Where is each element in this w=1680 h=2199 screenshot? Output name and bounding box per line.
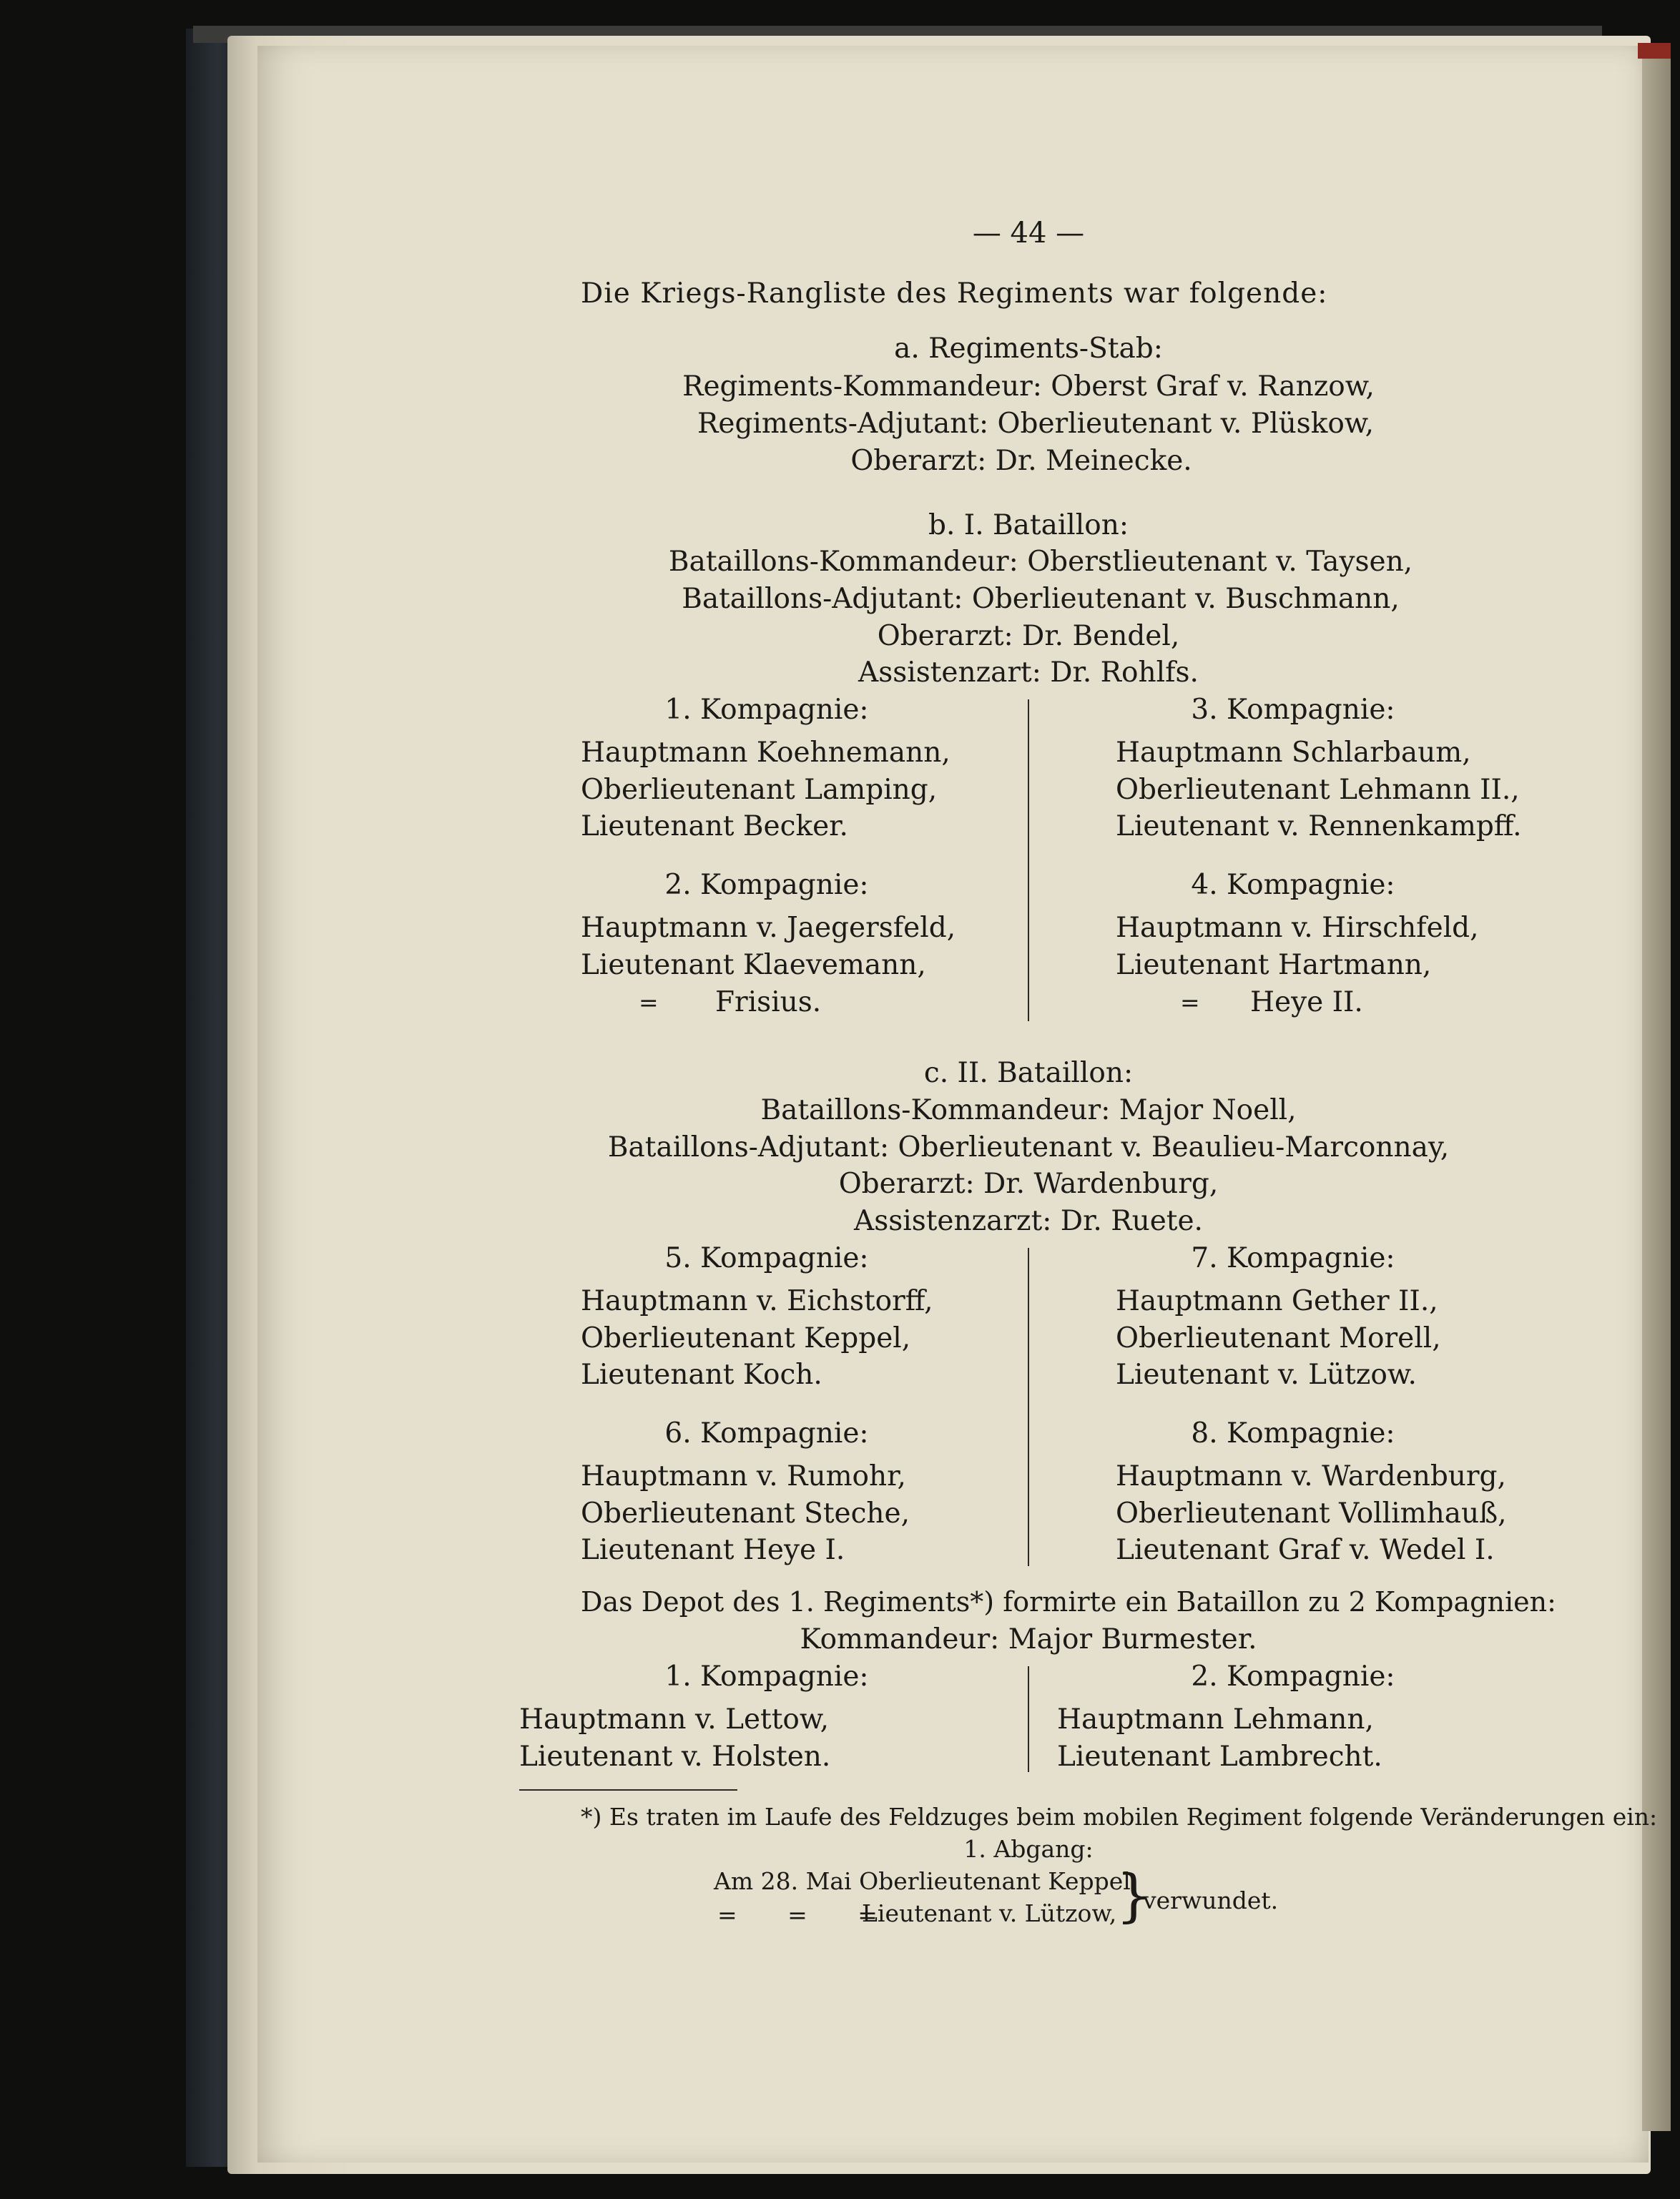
k2-line-1: Hauptmann v. Jaegersfeld, [581, 912, 956, 944]
page-number: — 44 — [972, 217, 1085, 250]
footnote-brace: } [1116, 1862, 1152, 1929]
depot-k2-title: 2. Kompagnie: [1191, 1661, 1395, 1693]
bat2-line-4: Assistenzarzt: Dr. Ruete. [854, 1205, 1203, 1237]
k1-title: 1. Kompagnie: [664, 694, 869, 726]
depot-kommandeur: Kommandeur: Major Burmester. [800, 1623, 1257, 1656]
bat2-title: c. II. Bataillon: [923, 1057, 1134, 1089]
footnote-ditto: = = = [717, 1901, 899, 1929]
k7-line-3: Lieutenant v. Lützow. [1116, 1359, 1417, 1391]
column-divider [1028, 1666, 1029, 1772]
footnote-text: *) Es traten im Laufe des Feldzuges beim mobilen Regiment folgende Veränderungen ein: [581, 1803, 1658, 1831]
k2-line-3: Frisius. [715, 986, 822, 1018]
k6-line-1: Hauptmann v. Rumohr, [581, 1460, 906, 1492]
bat1-line-1: Bataillons-Kommandeur: Oberstlieutenant v. Taysen, [668, 546, 1413, 578]
depot-k1-line-2: Lieutenant v. Holsten. [519, 1741, 831, 1773]
stab-line-2: Regiments-Adjutant: Oberlieutenant v. Plüskow, [697, 408, 1374, 440]
k8-line-1: Hauptmann v. Wardenburg, [1116, 1460, 1506, 1492]
k3-title: 3. Kompagnie: [1191, 694, 1395, 726]
k8-line-3: Lieutenant Graf v. Wedel I. [1116, 1534, 1495, 1566]
k4-line-3: Heye II. [1250, 986, 1363, 1018]
k1-line-3: Lieutenant Becker. [581, 810, 848, 842]
stab-line-1: Regiments-Kommandeur: Oberst Graf v. Ranzow, [682, 370, 1375, 403]
bat1-line-2: Bataillons-Adjutant: Oberlieutenant v. Buschmann, [682, 583, 1400, 615]
depot-intro: Das Depot des 1. Regiments*) formirte ein Bataillon zu 2 Kompagnien: [581, 1586, 1556, 1618]
k7-line-2: Oberlieutenant Morell, [1116, 1322, 1441, 1354]
k2-line-2: Lieutenant Klaevemann, [581, 949, 926, 981]
bat2-line-3: Oberarzt: Dr. Wardenburg, [838, 1168, 1219, 1200]
bat2-line-2: Bataillons-Adjutant: Oberlieutenant v. Beaulieu-Marconnay, [607, 1131, 1450, 1164]
footnote-line-1: Am 28. Mai Oberlieutenant Keppel, [714, 1867, 1139, 1895]
k5-line-3: Lieutenant Koch. [581, 1359, 822, 1391]
depot-k2-line-2: Lieutenant Lambrecht. [1057, 1741, 1382, 1773]
depot-k1-title: 1. Kompagnie: [664, 1661, 869, 1693]
stab-line-3: Oberarzt: Dr. Meinecke. [850, 445, 1192, 477]
depot-k1-line-1: Hauptmann v. Lettow, [519, 1703, 830, 1736]
footnote-line-2: Lieutenant v. Lützow, [862, 1899, 1117, 1927]
k4-title: 4. Kompagnie: [1191, 869, 1395, 901]
footnote-abgang: 1. Abgang: [963, 1835, 1094, 1863]
k6-title: 6. Kompagnie: [664, 1417, 869, 1450]
k3-line-3: Lieutenant v. Rennenkampff. [1116, 810, 1522, 842]
k5-line-1: Hauptmann v. Eichstorff, [581, 1285, 933, 1317]
column-divider [1028, 1248, 1029, 1566]
k4-ditto-mark: = [1180, 988, 1200, 1016]
k2-title: 2. Kompagnie: [664, 869, 869, 901]
column-divider [1028, 699, 1029, 1021]
k7-line-1: Hauptmann Gether II., [1116, 1285, 1438, 1317]
k6-line-3: Lieutenant Heye I. [581, 1534, 845, 1566]
k6-line-2: Oberlieutenant Steche, [581, 1497, 910, 1530]
bat1-line-4: Assistenzart: Dr. Rohlfs. [858, 656, 1199, 689]
k5-title: 5. Kompagnie: [664, 1242, 869, 1274]
k1-line-2: Oberlieutenant Lamping, [581, 774, 938, 806]
k8-title: 8. Kompagnie: [1191, 1417, 1395, 1450]
k1-line-1: Hauptmann Koehnemann, [581, 737, 950, 769]
k5-line-2: Oberlieutenant Keppel, [581, 1322, 911, 1354]
footnote-rule [519, 1789, 737, 1791]
bat2-line-1: Bataillons-Kommandeur: Major Noell, [760, 1094, 1297, 1126]
k3-line-2: Oberlieutenant Lehmann II., [1116, 774, 1520, 806]
k7-title: 7. Kompagnie: [1191, 1242, 1395, 1274]
stab-title: a. Regiments-Stab: [894, 333, 1163, 365]
bat1-title: b. I. Bataillon: [928, 509, 1129, 541]
k8-line-2: Oberlieutenant Vollimhauß, [1116, 1497, 1507, 1530]
bat1-line-3: Oberarzt: Dr. Bendel, [877, 620, 1180, 652]
red-ribbon-corner [1638, 43, 1671, 59]
page-heading: Die Kriegs-Rangliste des Regiments war folgende: [581, 277, 1328, 310]
depot-k2-line-1: Hauptmann Lehmann, [1057, 1703, 1374, 1736]
k3-line-1: Hauptmann Schlarbaum, [1116, 737, 1471, 769]
k4-line-2: Lieutenant Hartmann, [1116, 949, 1432, 981]
footnote-verwundet: verwundet. [1143, 1886, 1279, 1914]
k2-ditto-mark: = [639, 988, 659, 1016]
k4-line-1: Hauptmann v. Hirschfeld, [1116, 912, 1479, 944]
